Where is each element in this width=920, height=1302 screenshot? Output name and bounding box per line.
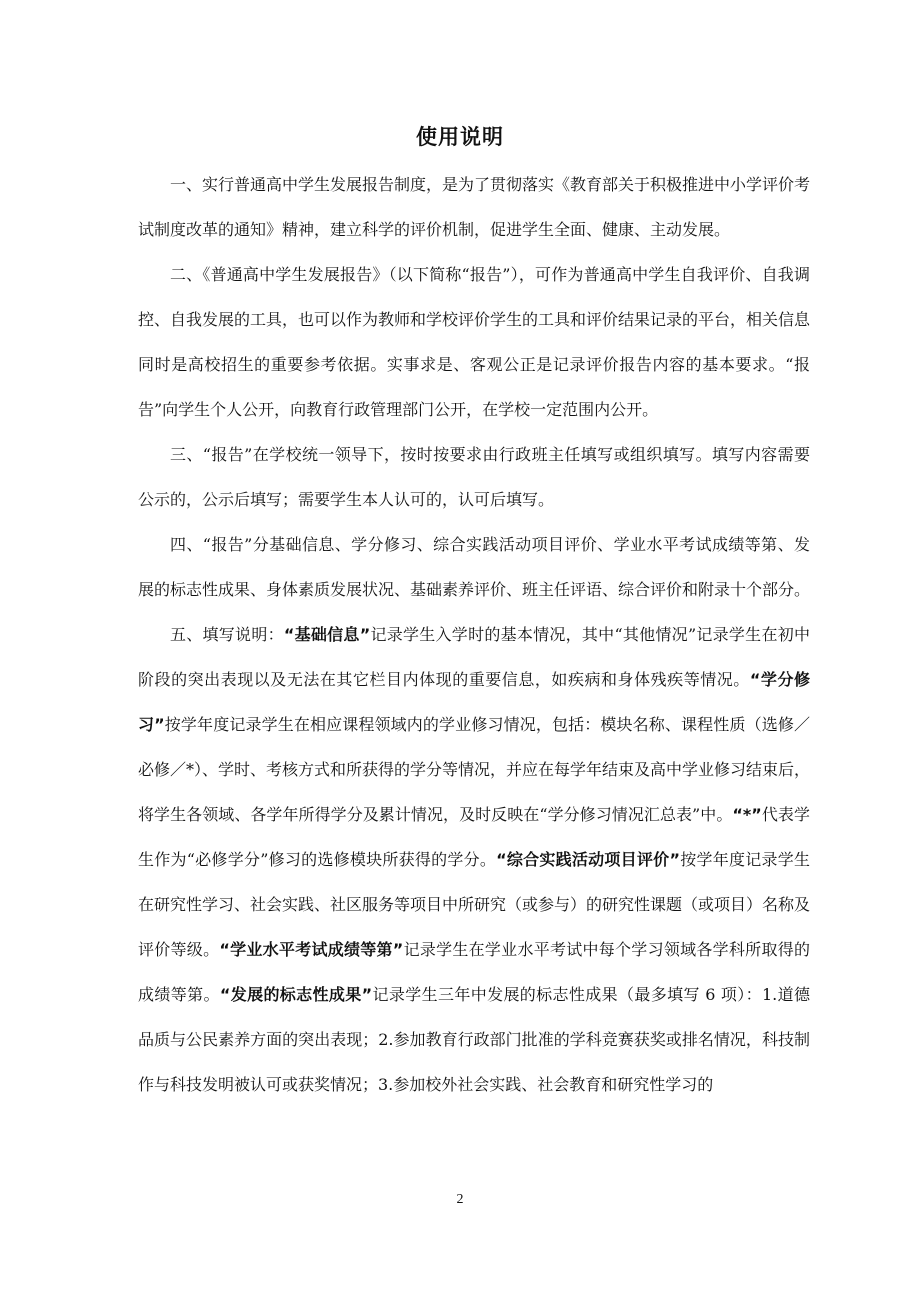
paragraph-1 [138,162,810,252]
document-body [138,162,810,1107]
page-title: 使用说明 [416,125,504,149]
paragraph-3 [138,432,810,522]
paragraph-text: 五、填写说明： [170,625,284,644]
paragraph-text: 记录学生入学时的基本情况，其中“其他情况”记录学生在初中阶段的突出表现以及无法在其它栏目内体现的重要信息，如疾病和身体残疾等情况。 [138,625,810,689]
page-number: 2 [456,1192,464,1207]
term-exam-grades: “学业水平考试成绩等第” [219,940,404,959]
term-milestone-achievements: “发展的标志性成果” [219,985,373,1004]
paragraph-text: 按学年度记录学生在研究性学习、社会实践、社区服务等项目中所研究（或参与）的研究性课题（或项目）名称及评价等级。 [138,850,811,959]
paragraph-text: 代表学生作为“必修学分”修习的选修模块所获得的学分。 [138,805,810,869]
paragraph-text: 按学年度记录学生在相应课程领域内的学业修习情况，包括：模块名称、课程性质（选修／必修／*）、学时、考核方式和所获得的学分等情况，并应在每学年结束及高中学业修习结束后，将学生各领域、各学年所得学分及累计情况，及时反映在“学分修习情况汇总表”中。 [138,715,811,824]
paragraph-text: 一、实行普通高中学生发展报告制度，是为了贯彻落实《教育部关于积极推进中小学评价考试制度改革的通知》精神，建立科学的评价机制，促进学生全面、健康、主动发展。 [138,175,811,239]
paragraph-text: 四、“报告”分基础信息、学分修习、综合实践活动项目评价、学业水平考试成绩等第、发展的标志性成果、身体素质发展状况、基础素养评价、班主任评语、综合评价和附录十个部分。 [138,535,811,599]
paragraph-text: 记录学生在学业水平考试中每个学习领域各学科所取得的成绩等第。 [138,940,810,1004]
term-basic-info: “基础信息” [283,625,371,644]
paragraph-text: 记录学生三年中发展的标志性成果（最多填写 6 项）：1.道德品质与公民素养方面的突出表现；2.参加教育行政部门批准的学科竞赛获奖或排名情况，科技制作与科技发明被认可或获奖情况；3.参加校外社会实践、社会教育和研究性学习的 [138,985,810,1094]
paragraph-text: 二、《普通高中学生发展报告》（以下简称“报告”），可作为普通高中学生自我评价、自我调控、自我发展的工具，也可以作为教师和学校评价学生的工具和评价结果记录的平台，相关信息同时是高校招生的重要参考依据。实事求是、客观公正是记录评价报告内容的基本要求。“报告”向学生个人公开，向教育行政管理部门公开，在学校一定范围内公开。 [138,265,811,419]
paragraph-5 [138,612,810,1107]
term-credit-study: “学分修习” [138,670,810,734]
paragraph-2 [138,252,810,432]
paragraph-text: 三、“报告”在学校统一领导下，按时按要求由行政班主任填写或组织填写。填写内容需要公示的，公示后填写；需要学生本人认可的，认可后填写。 [138,445,810,509]
paragraph-4 [138,522,810,612]
term-asterisk: “*” [732,805,762,824]
term-practice-evaluation: “综合实践活动项目评价” [496,850,680,869]
